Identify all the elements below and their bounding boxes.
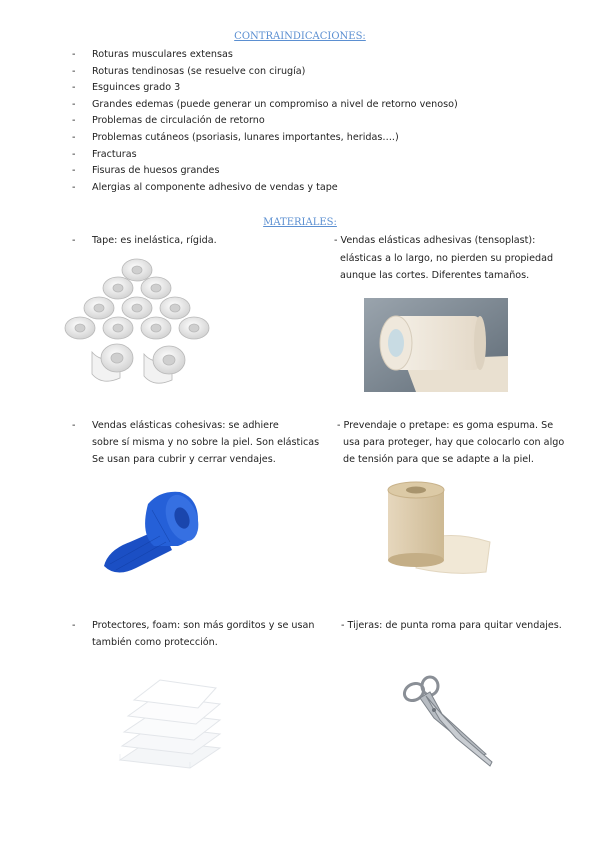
list-item-text: Problemas cutáneos (psoriasis, lunares importantes, heridas….): [92, 132, 399, 143]
prewrap-line-3: de tensión para que se adapte a la piel.: [343, 454, 534, 465]
tape-rolls-image: [62, 256, 212, 396]
list-dash: -: [72, 132, 76, 143]
tape-description: Tape: es inelástica, rígida.: [92, 235, 217, 246]
list-dash: -: [72, 235, 76, 246]
elastic-adhesive-line-3: aunque las cortes. Diferentes tamaños.: [340, 270, 530, 281]
list-item-text: Roturas musculares extensas: [92, 49, 233, 60]
elastic-adhesive-bandage-image: [364, 298, 508, 392]
list-dash: -: [72, 99, 76, 110]
list-item-text: Grandes edemas (puede generar un compromiso a nivel de retorno venoso): [92, 99, 458, 110]
foam-pads-image: [116, 676, 224, 772]
list-dash: -: [72, 420, 76, 431]
list-dash: -: [72, 115, 76, 126]
materials-title: MATERIALES:: [263, 217, 337, 228]
list-dash: -: [72, 82, 76, 93]
list-item-text: Esguinces grado 3: [92, 82, 181, 93]
elastic-adhesive-line-1: - Vendas elásticas adhesivas (tensoplast):: [334, 235, 536, 246]
prewrap-line-1: - Prevendaje o pretape: es goma espuma. Se: [337, 420, 554, 431]
list-dash: -: [72, 182, 76, 193]
foam-line-2: también como protección.: [92, 637, 218, 648]
cohesive-bandage-image: [100, 484, 204, 580]
list-item-text: Fracturas: [92, 149, 137, 160]
elastic-adhesive-line-2: elásticas a lo largo, no pierden su propiedad: [340, 253, 554, 264]
list-item-text: Problemas de circulación de retorno: [92, 115, 265, 126]
prewrap-image: [382, 480, 494, 576]
list-item-text: Roturas tendinosas (se resuelve con cirugía): [92, 66, 306, 77]
bandage-scissors-image: [396, 674, 496, 770]
list-item-text: Fisuras de huesos grandes: [92, 165, 220, 176]
list-dash: -: [72, 165, 76, 176]
list-dash: -: [72, 66, 76, 77]
prewrap-line-2: usa para proteger, hay que colocarlo con algo: [343, 437, 565, 448]
list-item-text: Alergias al componente adhesivo de vendas y tape: [92, 182, 338, 193]
scissors-description: - Tijeras: de punta roma para quitar vendajes.: [341, 620, 562, 631]
list-dash: -: [72, 49, 76, 60]
list-dash: -: [72, 149, 76, 160]
list-dash: -: [72, 620, 76, 631]
cohesive-line-1: Vendas elásticas cohesivas: se adhiere: [92, 420, 279, 431]
foam-line-1: Protectores, foam: son más gorditos y se usan: [92, 620, 315, 631]
cohesive-line-2: sobre sí misma y no sobre la piel. Son elásticas: [92, 437, 320, 448]
contraindications-title: CONTRAINDICACIONES:: [234, 31, 366, 42]
cohesive-line-3: Se usan para cubrir y cerrar vendajes.: [92, 454, 276, 465]
